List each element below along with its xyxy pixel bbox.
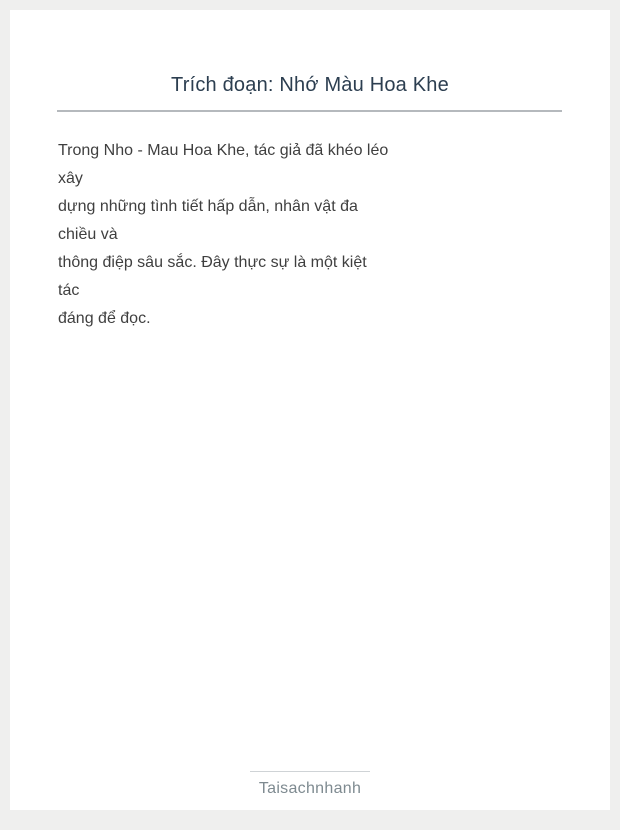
excerpt-line: đáng để đọc. xyxy=(58,310,151,327)
document-page xyxy=(10,10,610,810)
footer-brand: Taisachnhanh xyxy=(258,780,362,797)
page-title: Trích đoạn: Nhớ Màu Hoa Khe xyxy=(171,74,449,96)
page-footer xyxy=(58,771,562,800)
excerpt-line: thông điệp sâu sắc. Đây thực sự là một kiệt xyxy=(58,254,367,271)
footer-divider xyxy=(250,771,370,772)
excerpt-line: dựng những tình tiết hấp dẫn, nhân vật đa xyxy=(58,198,358,215)
excerpt-line: tác xyxy=(58,282,80,299)
content-spacer xyxy=(58,333,562,771)
excerpt-line: Trong Nho - Mau Hoa Khe, tác giả đã khéo léo xyxy=(58,142,389,159)
title-divider xyxy=(57,110,562,112)
excerpt-line: xây xyxy=(58,170,83,187)
excerpt-paragraph xyxy=(58,137,562,333)
excerpt-line: chiều và xyxy=(58,226,118,243)
